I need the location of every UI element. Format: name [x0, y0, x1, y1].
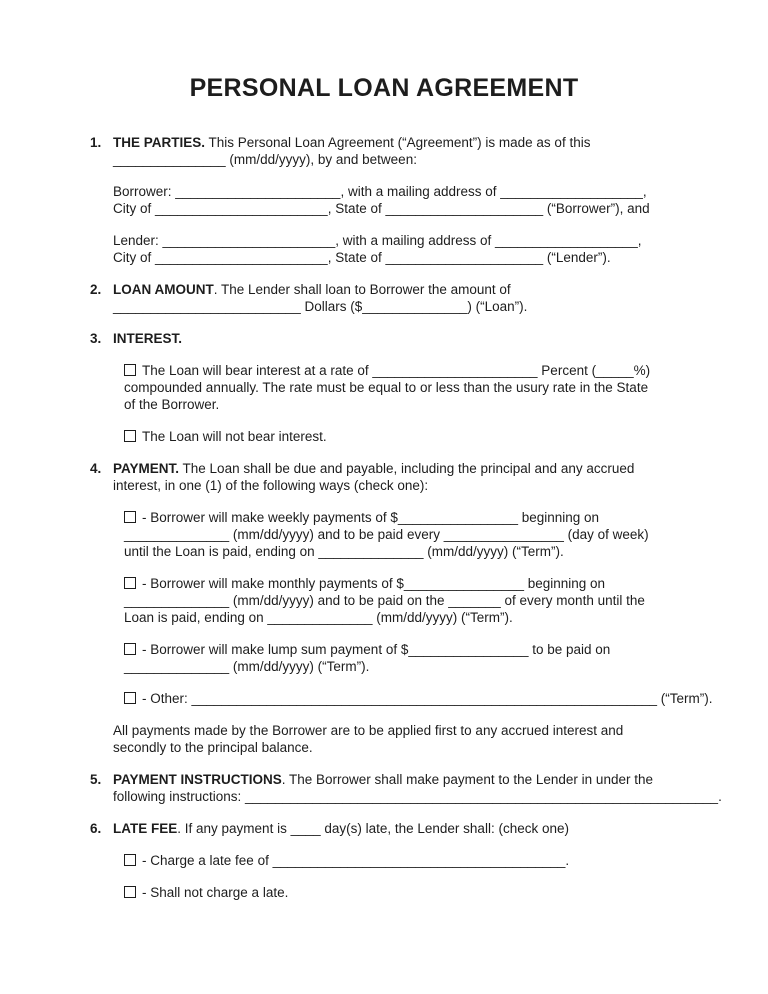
- section-heading: PAYMENT.: [113, 461, 180, 476]
- no-late-fee-line: [124, 884, 569, 901]
- section-the-parties: [90, 134, 768, 281]
- section-heading: PAYMENT INSTRUCTIONS: [113, 772, 282, 787]
- interest-option1-text: The Loan will bear interest at a rate of ______________________ Percent (_____%): [142, 363, 651, 378]
- section-number: 4.: [90, 461, 102, 476]
- payment-intro: [113, 460, 713, 494]
- section-number: 5.: [90, 772, 102, 787]
- loan-amount-line-2: _________________________ Dollars ($______________) (“Loan”).: [113, 299, 528, 314]
- late-fee-rest: . If any payment is ____ day(s) late, the Lender shall: (check one): [177, 821, 569, 836]
- interest-option2-line: [124, 428, 650, 445]
- section-payment: [90, 460, 768, 771]
- parties-intro-rest: This Personal Loan Agreement (“Agreement”) is made as of this: [205, 135, 591, 150]
- section-payment-instructions: [90, 771, 768, 820]
- section-number: 6.: [90, 821, 102, 836]
- interest-rate-checkbox[interactable]: [124, 364, 136, 376]
- section-heading: INTEREST.: [113, 331, 183, 346]
- section-late-fee: [90, 820, 768, 916]
- section-heading: LATE FEE: [113, 821, 178, 836]
- payment-note-line-2: secondly to the principal balance.: [113, 740, 313, 755]
- charge-late-fee-line: [124, 852, 569, 869]
- no-interest-checkbox[interactable]: [124, 430, 136, 442]
- payment-instructions-line-1: [113, 771, 722, 788]
- page-title: PERSONAL LOAN AGREEMENT: [189, 74, 579, 102]
- parties-intro: [113, 134, 650, 168]
- weekly-line-3: until the Loan is paid, ending on ______________ (mm/dd/yyyy) (“Term”).: [124, 544, 564, 559]
- monthly-line-2: ______________ (mm/dd/yyyy) and to be paid on the _______ of every month until the: [124, 593, 645, 608]
- lump-sum-checkbox[interactable]: [124, 643, 136, 655]
- section-number: 3.: [90, 331, 102, 346]
- lender-line-1: Lender: _______________________, with a mailing address of ___________________,: [113, 233, 642, 248]
- payment-instructions-line-2: following instructions: _______________________________________________________________.: [113, 789, 722, 804]
- lender-line-2: City of _______________________, State of _____________________ (“Lender”).: [113, 250, 611, 265]
- loan-amount-paragraph: [113, 281, 527, 315]
- section-heading: THE PARTIES.: [113, 135, 206, 150]
- charge-late-fee-option: [124, 852, 569, 869]
- other-payment-checkbox[interactable]: [124, 692, 136, 704]
- payment-intro-rest: The Loan shall be due and payable, including the principal and any accrued: [179, 461, 635, 476]
- weekly-payment-option: [124, 509, 713, 560]
- interest-option1-line-2: compounded annually. The rate must be equal to or less than the usury rate in the State: [124, 380, 649, 395]
- monthly-payment-checkbox[interactable]: [124, 577, 136, 589]
- borrower-line-2: City of _______________________, State of _____________________ (“Borrower”), and: [113, 201, 650, 216]
- loan-amount-line-1: [113, 281, 527, 298]
- lender-block: [113, 232, 650, 266]
- interest-option1-line-3: of the Borrower.: [124, 397, 220, 412]
- borrower-line-1: Borrower: ______________________, with a mailing address of ___________________,: [113, 184, 647, 199]
- charge-late-fee-checkbox[interactable]: [124, 854, 136, 866]
- monthly-payment-option: [124, 575, 713, 626]
- interest-heading-line: [113, 330, 650, 347]
- payment-intro-line-1: [113, 460, 713, 477]
- payment-intro-line-2: interest, in one (1) of the following ways (check one):: [113, 478, 429, 493]
- interest-bearing-option: [124, 362, 650, 413]
- no-late-fee-option: [124, 884, 569, 901]
- other-option-line: [124, 690, 713, 707]
- section-number: 1.: [90, 135, 102, 150]
- payment-note-line-1: All payments made by the Borrower are to be applied first to any accrued interest and: [113, 723, 624, 738]
- monthly-line-3: Loan is paid, ending on ______________ (mm/dd/yyyy) (“Term”).: [124, 610, 513, 625]
- late-fee-intro-line: [113, 820, 569, 837]
- weekly-line-2: ______________ (mm/dd/yyyy) and to be paid every ________________ (day of week): [124, 527, 649, 542]
- other-payment-option: [124, 690, 713, 707]
- parties-intro-line-2: _______________ (mm/dd/yyyy), by and between:: [113, 152, 417, 167]
- no-late-fee-text: - Shall not charge a late.: [142, 885, 289, 900]
- interest-option2-text: The Loan will not bear interest.: [142, 429, 327, 444]
- payment-instructions-rest: . The Borrower shall make payment to the Lender in under the: [281, 772, 653, 787]
- payment-application-note: [113, 722, 713, 756]
- monthly-option-text: - Borrower will make monthly payments of $________________ beginning on: [142, 576, 606, 591]
- late-fee-intro: [113, 820, 569, 837]
- payment-instructions-paragraph: [113, 771, 722, 805]
- borrower-block: [113, 183, 650, 217]
- interest-option1-line-1: [124, 362, 650, 379]
- no-interest-option: [124, 428, 650, 445]
- lump-sum-option-text: - Borrower will make lump sum payment of $________________ to be paid on: [142, 642, 611, 657]
- section-heading: LOAN AMOUNT: [113, 282, 214, 297]
- section-loan-amount: [90, 281, 768, 330]
- lump-sum-line-1: [124, 641, 713, 658]
- monthly-line-1: [124, 575, 713, 592]
- charge-late-fee-text: - Charge a late fee of _______________________________________.: [142, 853, 570, 868]
- lump-sum-line-2: ______________ (mm/dd/yyyy) (“Term”).: [124, 659, 370, 674]
- no-late-fee-checkbox[interactable]: [124, 886, 136, 898]
- lump-sum-option: [124, 641, 713, 675]
- weekly-payment-checkbox[interactable]: [124, 511, 136, 523]
- weekly-line-1: [124, 509, 713, 526]
- section-interest: [90, 330, 768, 460]
- loan-amount-rest: . The Lender shall loan to Borrower the amount of: [213, 282, 511, 297]
- parties-intro-line-1: [113, 134, 650, 151]
- section-number: 2.: [90, 282, 102, 297]
- other-option-text: - Other: ______________________________________________________________ (“Term”).: [142, 691, 713, 706]
- weekly-option-text: - Borrower will make weekly payments of $________________ beginning on: [142, 510, 600, 525]
